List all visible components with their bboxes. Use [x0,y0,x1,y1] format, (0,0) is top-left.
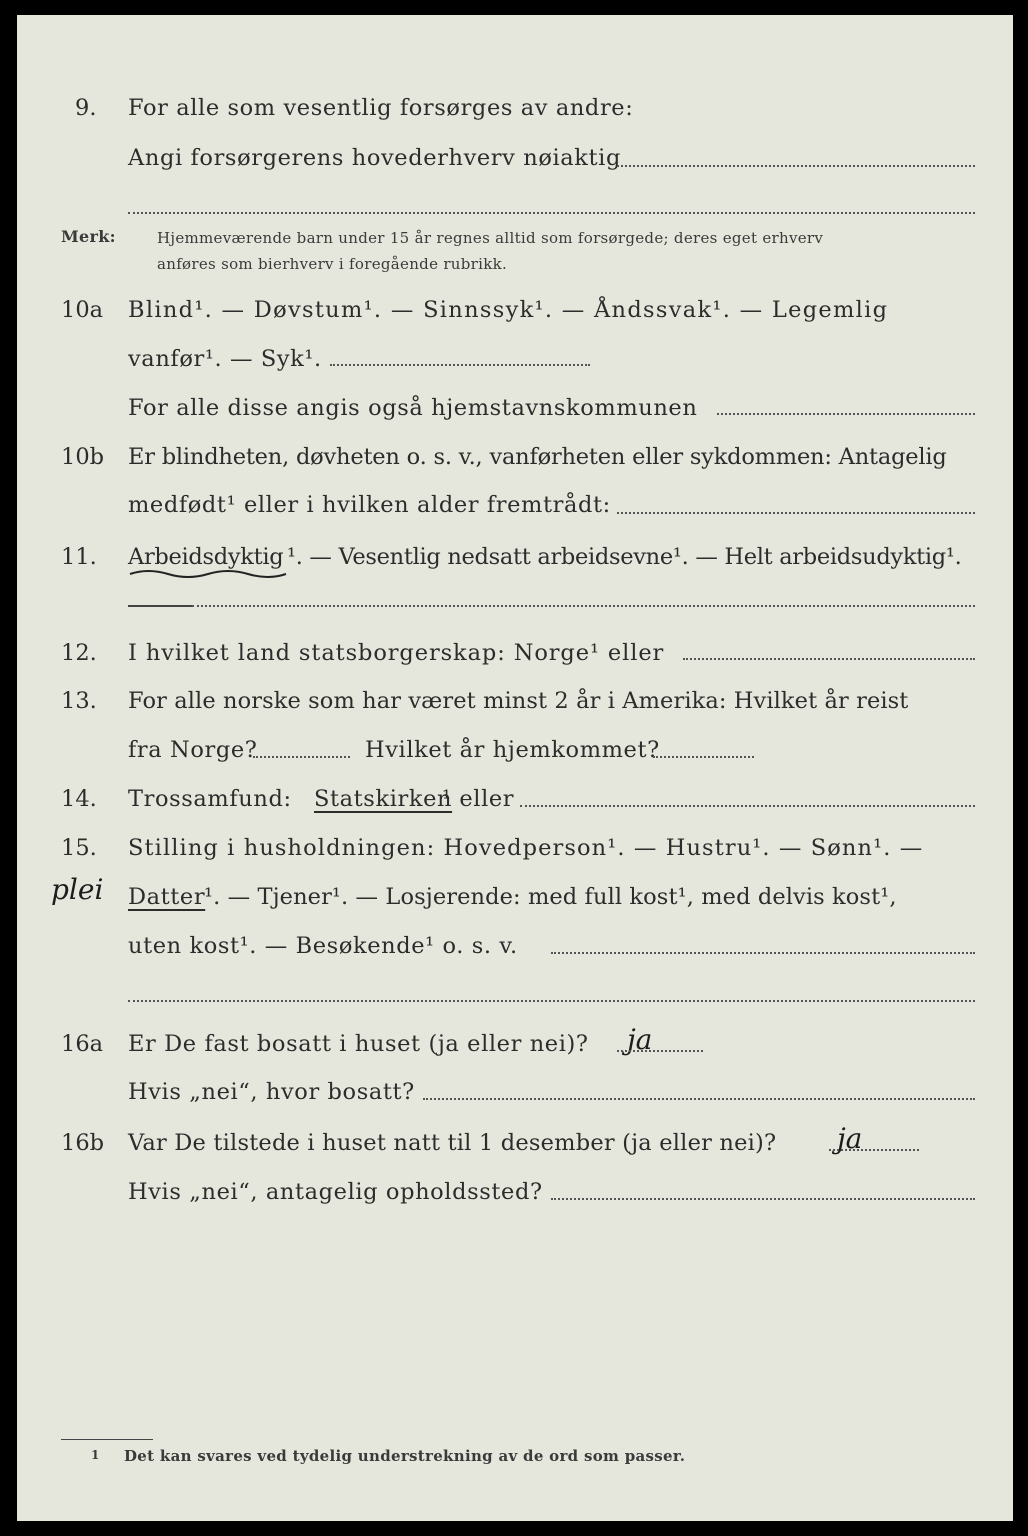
q13-reist-line[interactable] [253,756,350,758]
q11-answer-line-start [128,605,192,607]
q16a-answer[interactable]: ja [627,1023,653,1056]
q16b-answer-line [829,1149,919,1151]
q12-answer-line[interactable] [683,658,975,660]
q10a-line3: For alle disse angis også hjemstavnskommunen [128,395,698,421]
q10a-kommune-line[interactable] [717,413,975,415]
q11-number: 11. [61,544,97,570]
q13-line2b: Hvilket år hjemkommet? [365,737,660,763]
q14-number: 14. [61,786,97,812]
q14-post: ¹ eller [442,786,515,812]
merk-line2: anføres som bierhverv i foregående rubrikk. [157,255,508,273]
q9-answer-line[interactable] [617,165,975,167]
q16a-line1: Er De fast bosatt i huset (ja eller nei)? [128,1031,589,1057]
q9-line1: For alle som vesentlig forsørges av andre: [128,95,634,121]
q9-line2: Angi forsørgerens hovederhverv nøiaktig [128,145,621,171]
q12-number: 12. [61,640,97,666]
q13-line1: For alle norske som har været minst 2 år i Amerika: Hvilket år reist [128,688,909,714]
q13-line2a: fra Norge? [128,737,258,763]
footnote-mark: 1 [91,1448,100,1462]
footnote-text: Det kan svares ved tydelig understrekning av de ord som passer. [124,1447,686,1465]
q11-option-arbeidsdyktig[interactable]: Arbeidsdyktig [128,544,284,570]
merk-line1: Hjemmeværende barn under 15 år regnes alltid som forsørgede; deres eget erhverv [157,229,824,247]
q15-line1: Stilling i husholdningen: Hovedperson¹. — Hustru¹. — Sønn¹. — [128,835,924,861]
q15-handwritten-note: plei [51,873,104,906]
q16a-bosatt-line[interactable] [423,1098,975,1100]
merk-label: Merk: [61,227,116,246]
q12-line1: I hvilket land statsborgerskap: Norge¹ eller [128,640,665,666]
q10b-answer-line[interactable] [617,512,975,514]
q16b-opholdssted-line[interactable] [551,1198,975,1200]
q15-line2-rest: ¹. — Tjener¹. — Losjerende: med full kost¹, med delvis kost¹, [204,884,897,910]
q15-number: 15. [61,835,97,861]
q15-answer-line-2[interactable] [128,1000,975,1002]
census-form-page [17,15,1013,1521]
q15-line3: uten kost¹. — Besøkende¹ o. s. v. [128,933,518,959]
q14-answer-line[interactable] [520,805,975,807]
q10a-number: 10a [61,297,104,323]
q15-option-datter[interactable]: Datter [128,884,206,910]
q13-number: 13. [61,688,97,714]
q16a-answer-line [617,1050,703,1052]
q16b-line2: Hvis „nei“, antagelig opholdssted? [128,1179,543,1205]
q9-answer-line-2[interactable] [128,212,975,214]
q10a-line1: Blind¹. — Døvstum¹. — Sinnssyk¹. — Åndssvak¹. — Legemlig [128,297,889,323]
q10a-line2: vanfør¹. — Syk¹. [128,346,322,372]
q11-handwritten-underline [128,568,288,580]
q16b-line1: Var De tilstede i huset natt til 1 desember (ja eller nei)? [128,1130,777,1156]
q10b-line2: medfødt¹ eller i hvilken alder fremtrådt: [128,492,611,518]
q16a-number: 16a [61,1031,104,1057]
q11-rest: ¹. — Vesentlig nedsatt arbeidsevne¹. — Helt arbeidsudyktig¹. [287,544,962,570]
q14-pre: Trossamfund: [128,786,292,812]
q11-answer-line[interactable] [192,605,975,607]
q16a-line2: Hvis „nei“, hvor bosatt? [128,1079,415,1105]
q16b-answer[interactable]: ja [837,1122,863,1155]
q13-hjemkommet-line[interactable] [653,756,754,758]
q15-answer-line[interactable] [551,952,975,954]
q10b-number: 10b [61,444,105,470]
q9-number: 9. [75,95,97,121]
q14-option-statskirken[interactable]: Statskirken [314,786,453,812]
q10b-line1: Er blindheten, døvheten o. s. v., vanførheten eller sykdommen: Antagelig [128,444,947,470]
q10a-syk-line[interactable] [330,364,590,366]
q16b-number: 16b [61,1130,105,1156]
footnote-separator [61,1439,153,1440]
